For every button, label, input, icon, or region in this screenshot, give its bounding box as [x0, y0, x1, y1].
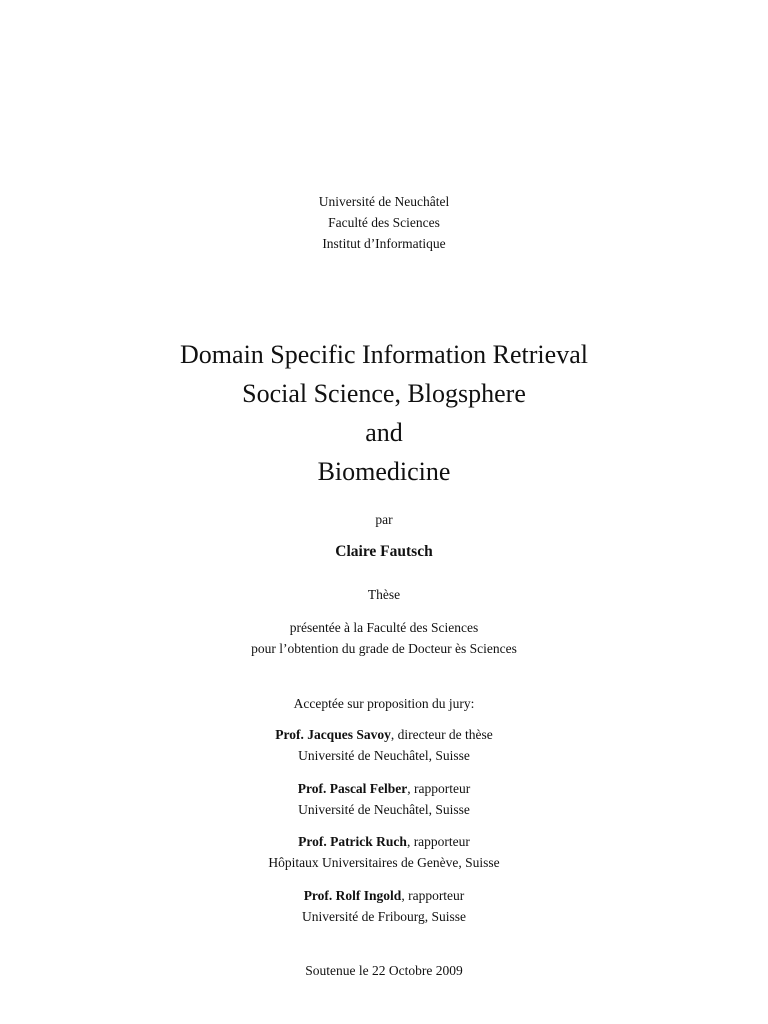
- jury-member-4: [0, 888, 768, 904]
- university-name: Université de Neuchâtel: [318, 194, 450, 209]
- jury-intro: Acceptée sur proposition du jury:: [293, 696, 475, 711]
- jury-member-name: Prof. Jacques Savoy: [275, 727, 391, 742]
- faculty-name: Faculté des Sciences: [328, 215, 440, 230]
- presented-line-1: présentée à la Faculté des Sciences: [289, 620, 479, 635]
- thesis-title-line-4: Biomedicine: [317, 457, 451, 486]
- jury-member-name: Prof. Patrick Ruch: [298, 834, 407, 849]
- jury-member-1: [0, 727, 768, 743]
- jury-member-name: Prof. Rolf Ingold: [303, 888, 402, 903]
- author-name: Claire Fautsch: [335, 543, 433, 560]
- thesis-title-line-2: Social Science, Blogsphere: [242, 379, 526, 408]
- jury-member-affiliation: Université de Neuchâtel, Suisse: [298, 748, 470, 763]
- jury-member-role: , rapporteur: [401, 888, 465, 903]
- jury-member-role: , rapporteur: [406, 834, 470, 849]
- institute-name: Institut d’Informatique: [322, 236, 446, 251]
- jury-member-name: Prof. Pascal Felber: [297, 781, 408, 796]
- by-label: par: [375, 512, 393, 527]
- jury-member-role: , rapporteur: [407, 781, 471, 796]
- presented-line-2: pour l’obtention du grade de Docteur ès Sciences: [251, 641, 517, 656]
- jury-member-affiliation: Université de Fribourg, Suisse: [302, 909, 466, 924]
- jury-member-role: , directeur de thèse: [390, 727, 493, 742]
- thesis-title-line-1: Domain Specific Information Retrieval: [180, 340, 588, 369]
- defense-date: Soutenue le 22 Octobre 2009: [305, 963, 463, 978]
- jury-member-2: [0, 781, 768, 797]
- thesis-title-line-3: and: [365, 418, 403, 447]
- jury-member-affiliation: Université de Neuchâtel, Suisse: [298, 802, 470, 817]
- jury-member-3: [0, 834, 768, 850]
- jury-member-affiliation: Hôpitaux Universitaires de Genève, Suisse: [268, 855, 500, 870]
- thesis-label: Thèse: [367, 587, 401, 602]
